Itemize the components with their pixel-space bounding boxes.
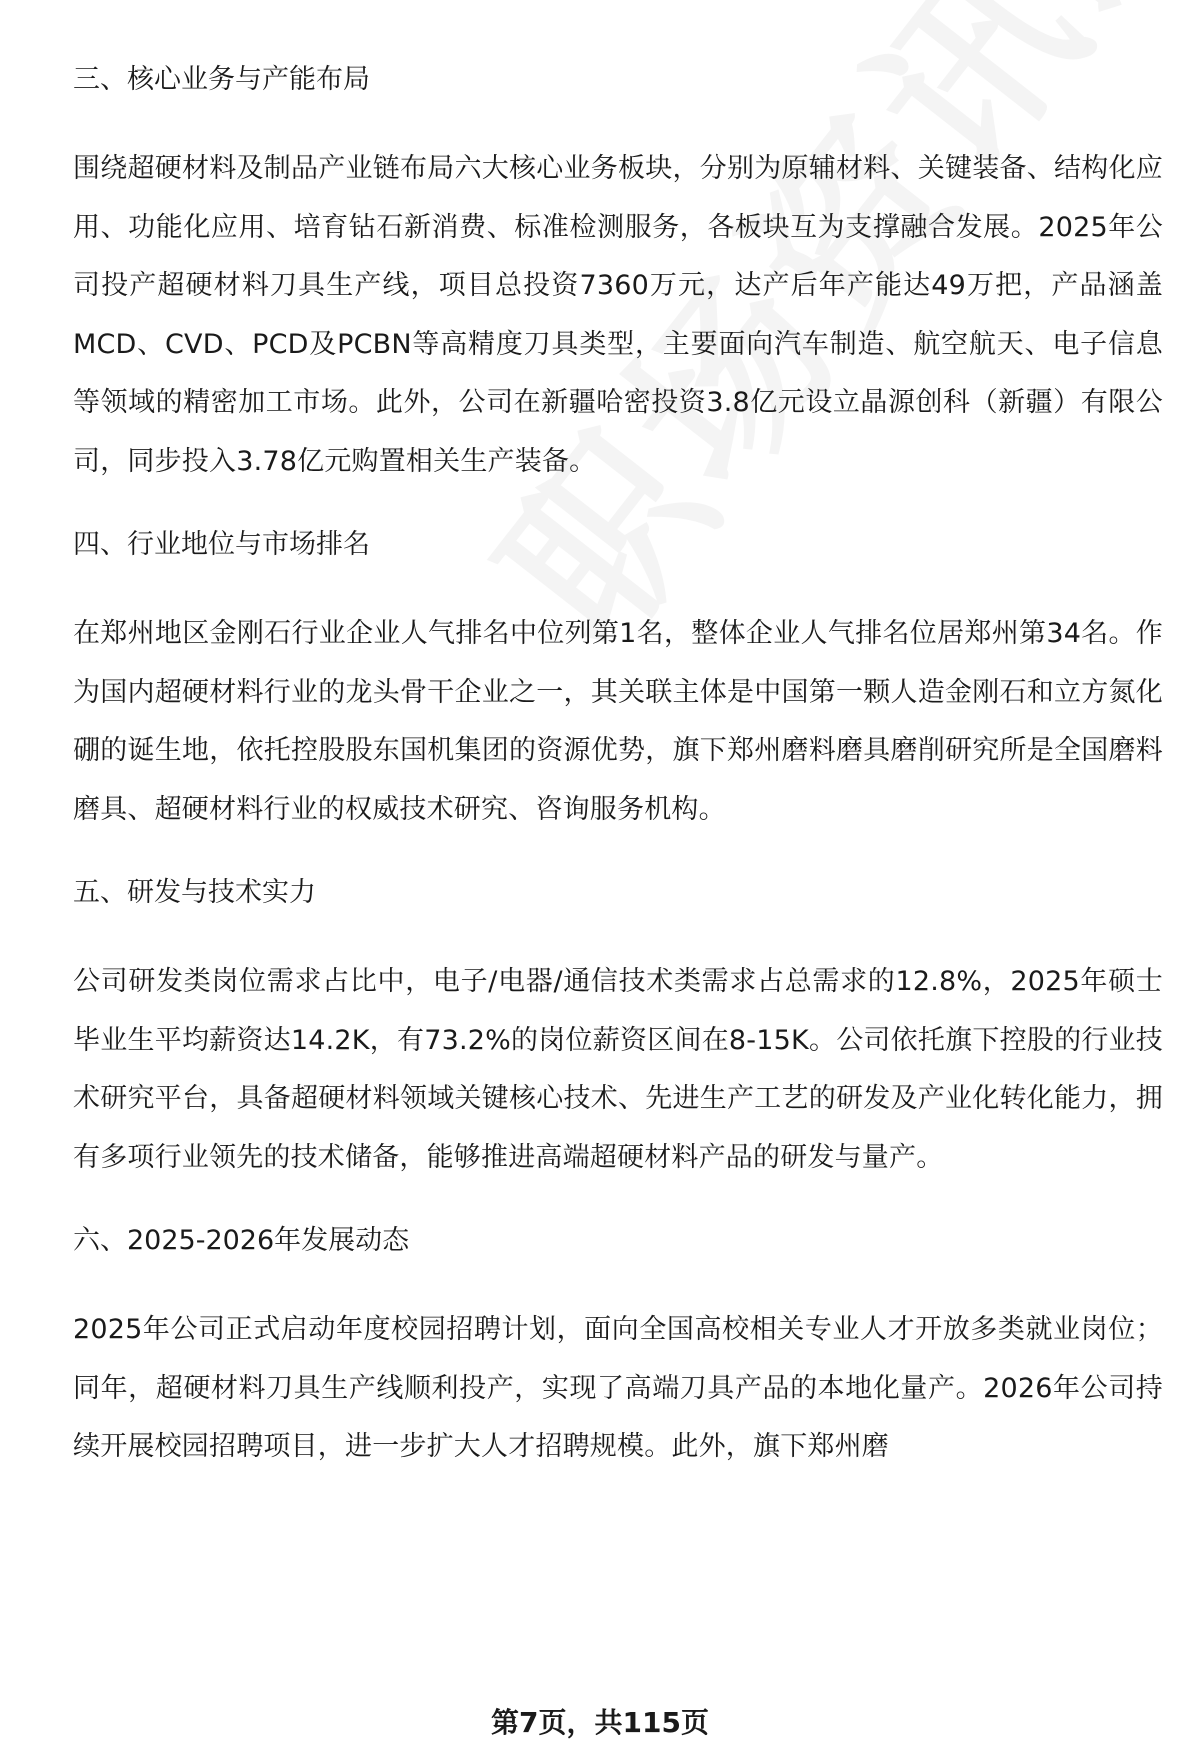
section-body-rnd: 公司研发类岗位需求占比中，电子/电器/通信技术类需求占总需求的12.8%，2025年硕士毕业生平均薪资达14.2K，有73.2%的岗位薪资区间在8-15K。公司依托旗下控股的行业技术研究平台，具备超硬材料领域关键核心技术、先进生产工艺的研发及产业化转化能力，拥有多项行业领先的技术储备，能够推进高端超硬材料产品的研发与量产。 (73, 966, 1163, 1173)
section-heading-core-business: 三、核心业务与产能布局 (73, 64, 370, 95)
page-number-footer: 第7页，共115页 (491, 1706, 709, 1739)
document-content (73, 58, 1163, 1477)
section-body-industry-position: 在郑州地区金刚石行业企业人气排名中位列第1名，整体企业人气排名位居郑州第34名。作为国内超硬材料行业的龙头骨干企业之一，其关联主体是中国第一颗人造金刚石和立方氮化硼的诞生地，依托控股股东国机集团的资源优势，旗下郑州磨料磨具磨削研究所是全国磨料磨具、超硬材料行业的权威技术研究、咨询服务机构。 (73, 618, 1163, 825)
section-body-development: 2025年公司正式启动年度校园招聘计划，面向全国高校相关专业人才开放多类就业岗位；同年，超硬材料刀具生产线顺利投产，实现了高端刀具产品的本地化量产。2026年公司持续开展校园招聘项目，进一步扩大人才招聘规模。此外，旗下郑州磨 (73, 1314, 1163, 1462)
section-body-core-business: 围绕超硬材料及制品产业链布局六大核心业务板块，分别为原辅材料、关键装备、结构化应用、功能化应用、培育钻石新消费、标准检测服务，各板块互为支撑融合发展。2025年公司投产超硬材料刀具生产线，项目总投资7360万元，达产后年产能达49万把，产品涵盖MCD、CVD、PCD及PCBN等高精度刀具类型，主要面向汽车制造、航空航天、电子信息等领域的精密加工市场。此外，公司在新疆哈密投资3.8亿元设立晶源创科（新疆）有限公司，同步投入3.78亿元购置相关生产装备。 (73, 153, 1163, 477)
section-heading-industry-position: 四、行业地位与市场排名 (73, 529, 370, 560)
section-heading-development: 六、2025-2026年发展动态 (73, 1225, 410, 1256)
section-heading-rnd: 五、研发与技术实力 (73, 877, 316, 908)
